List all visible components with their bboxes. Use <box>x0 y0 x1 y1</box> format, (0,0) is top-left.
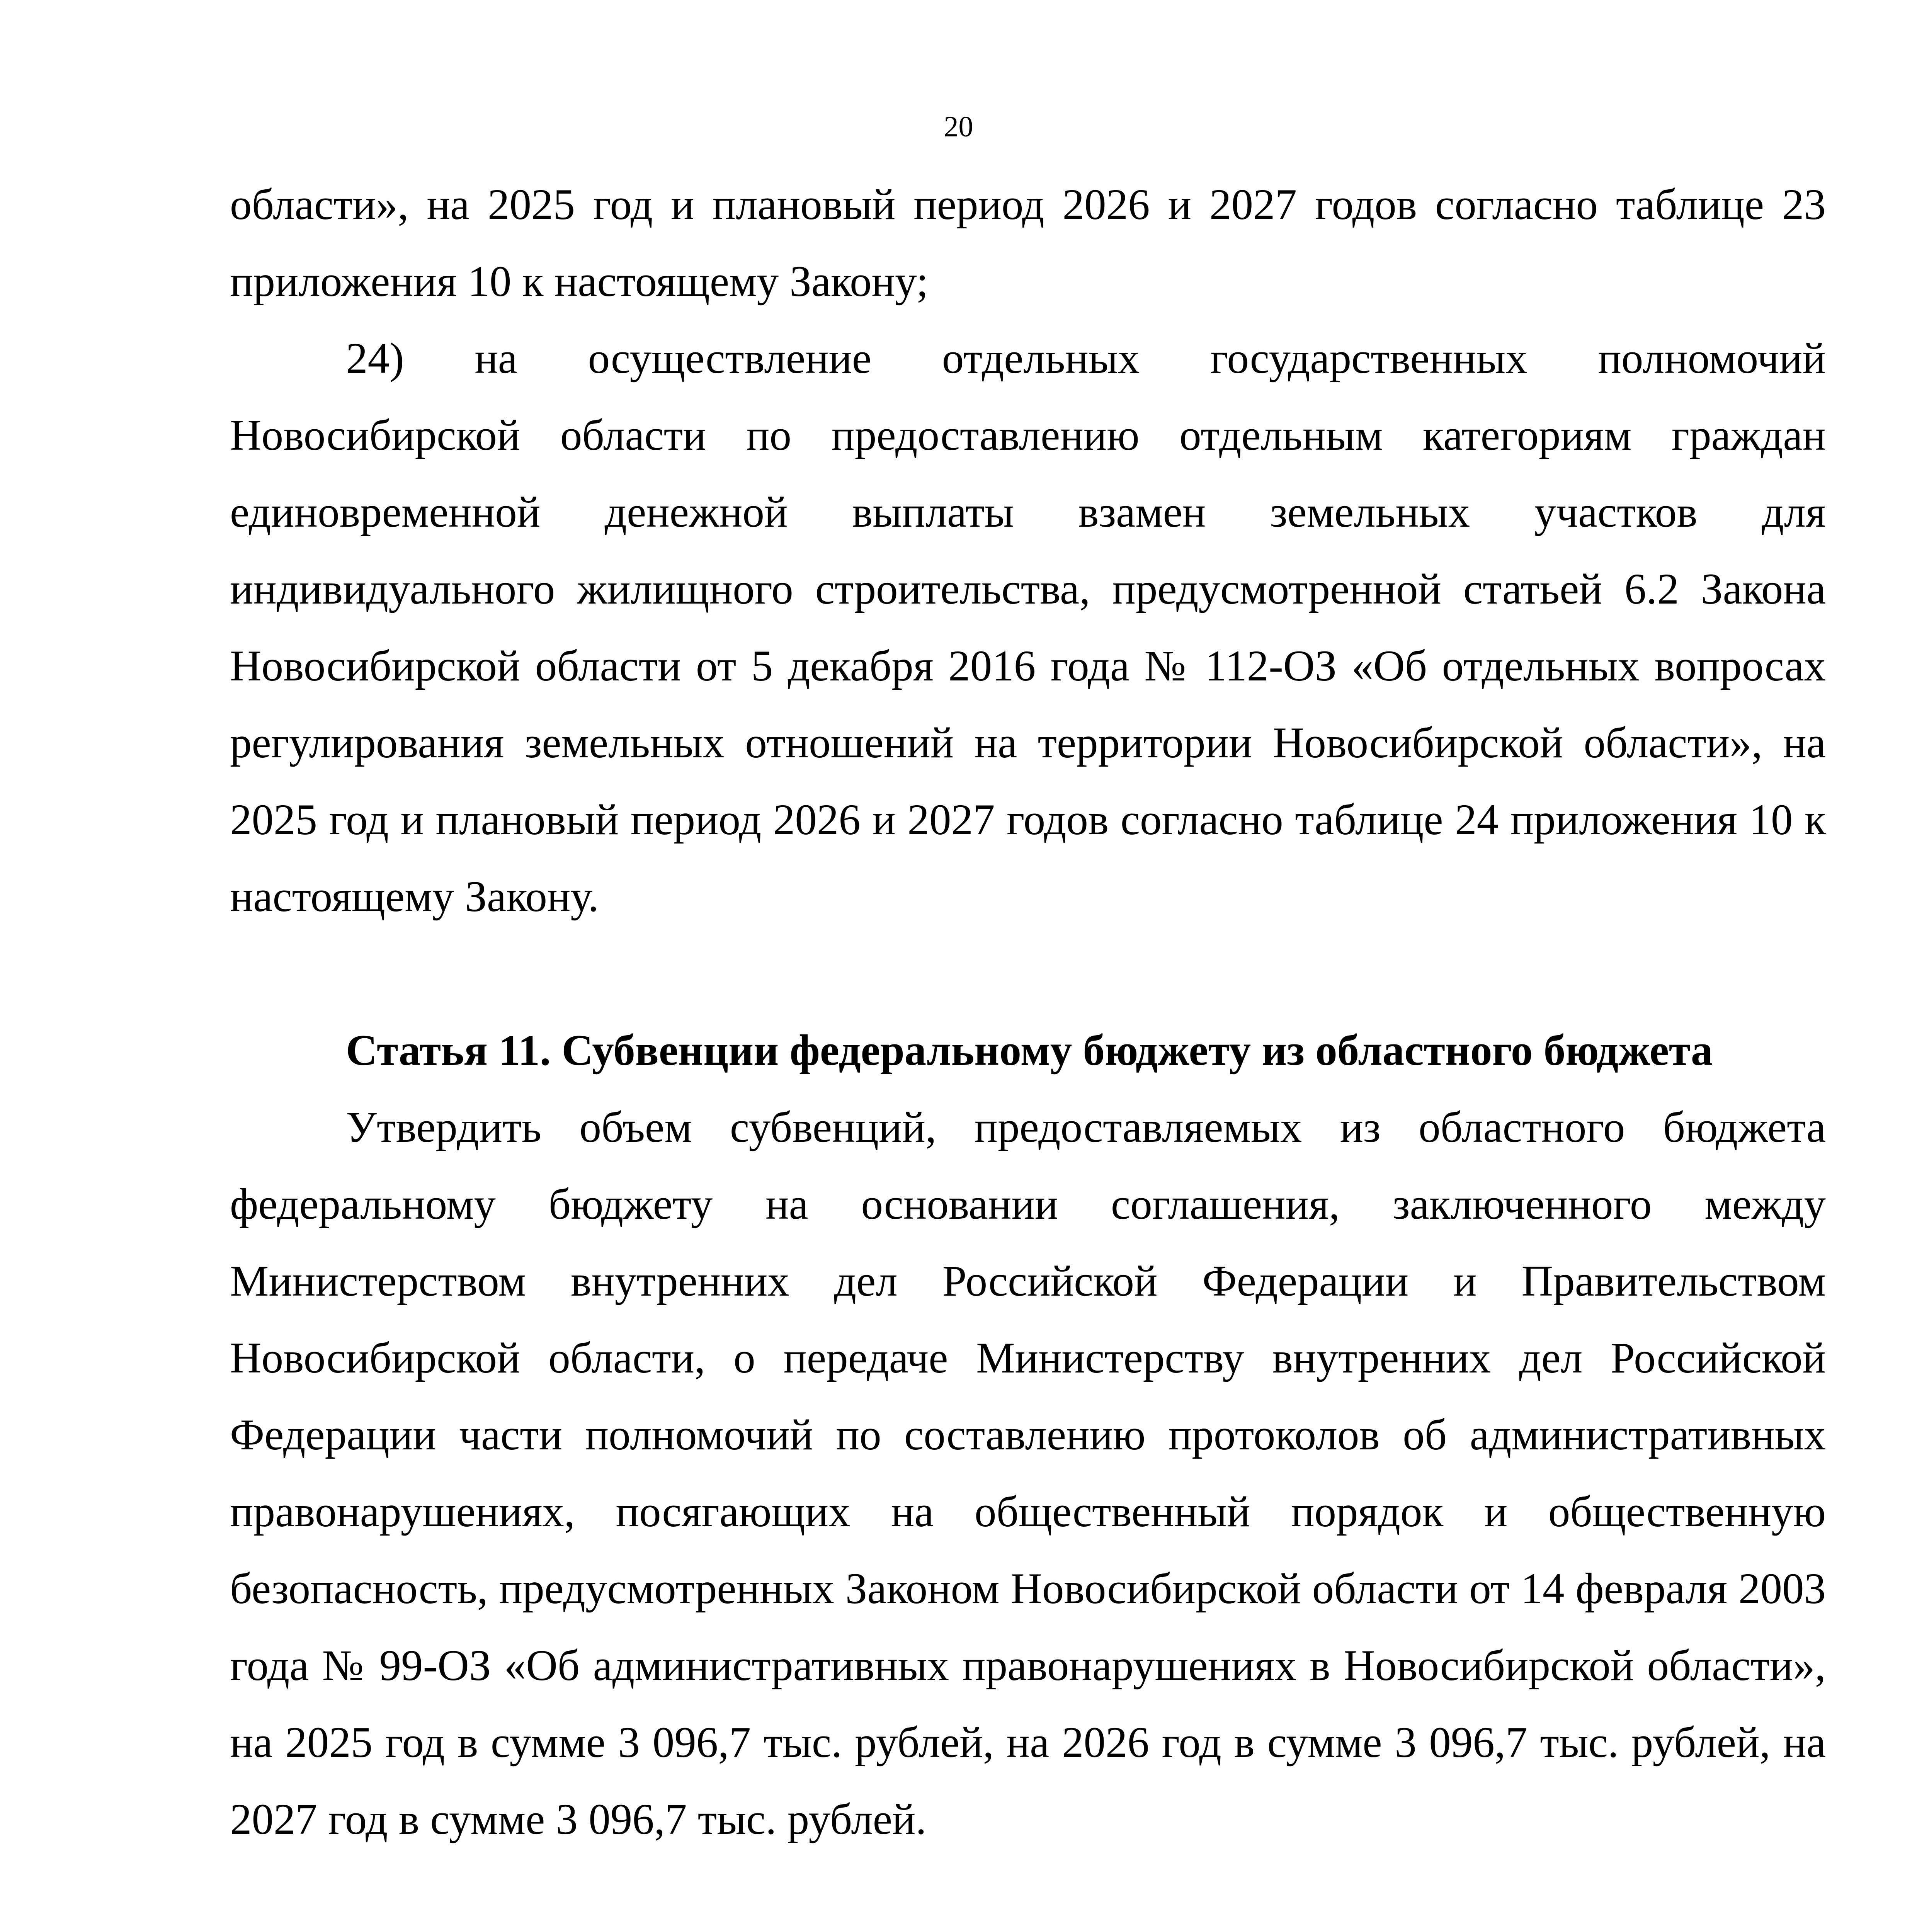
document-body <box>230 166 1826 1932</box>
article-11-text: Утвердить объем субвенций, предоставляемых из областного бюджета федеральному бюджету на основании соглашения, заключенного между Министерством внутренних дел Российской Федерации и Правительством Новосибирской области, о передаче Министерству внутренних дел Российской Федерации части полномочий по составлению протоколов об административных правонарушениях, посягающих на общественный порядок и общественную безопасность, предусмотренных Законом Новосибирской области от 14 февраля 2003 года № 99-ОЗ «Об административных правонарушениях в Новосибирской области», на 2025 год в сумме 3 096,7 тыс. рублей, на 2026 год в сумме 3 096,7 тыс. рублей, на 2027 год в сумме 3 096,7 тыс. рублей. <box>230 1103 1826 1844</box>
section-spacer <box>230 935 1826 1012</box>
page-number: 20 <box>944 111 973 143</box>
paragraph-continuation: области», на 2025 год и плановый период 2026 и 2027 годов согласно таблице 23 приложения 10 к настоящему Закону; <box>230 180 1826 306</box>
paragraph-item-24: 24) на осуществление отдельных государственных полномочий Новосибирской области по предоставлению отдельным категориям граждан единовременной денежной выплаты взамен земельных участков для индивидуального жилищного строительства, предусмотренной статьей 6.2 Закона Новосибирской области от 5 декабря 2016 года № 112-ОЗ «Об отдельных вопросах регулирования земельных отношений на территории Новосибирской области», на 2025 год и плановый период 2026 и 2027 годов согласно таблице 24 приложения 10 к настоящему Закону. <box>230 334 1826 921</box>
section-spacer <box>230 1858 1826 1932</box>
article-11-heading: Статья 11. Субвенции федеральному бюджету из областного бюджета <box>346 1026 1713 1075</box>
